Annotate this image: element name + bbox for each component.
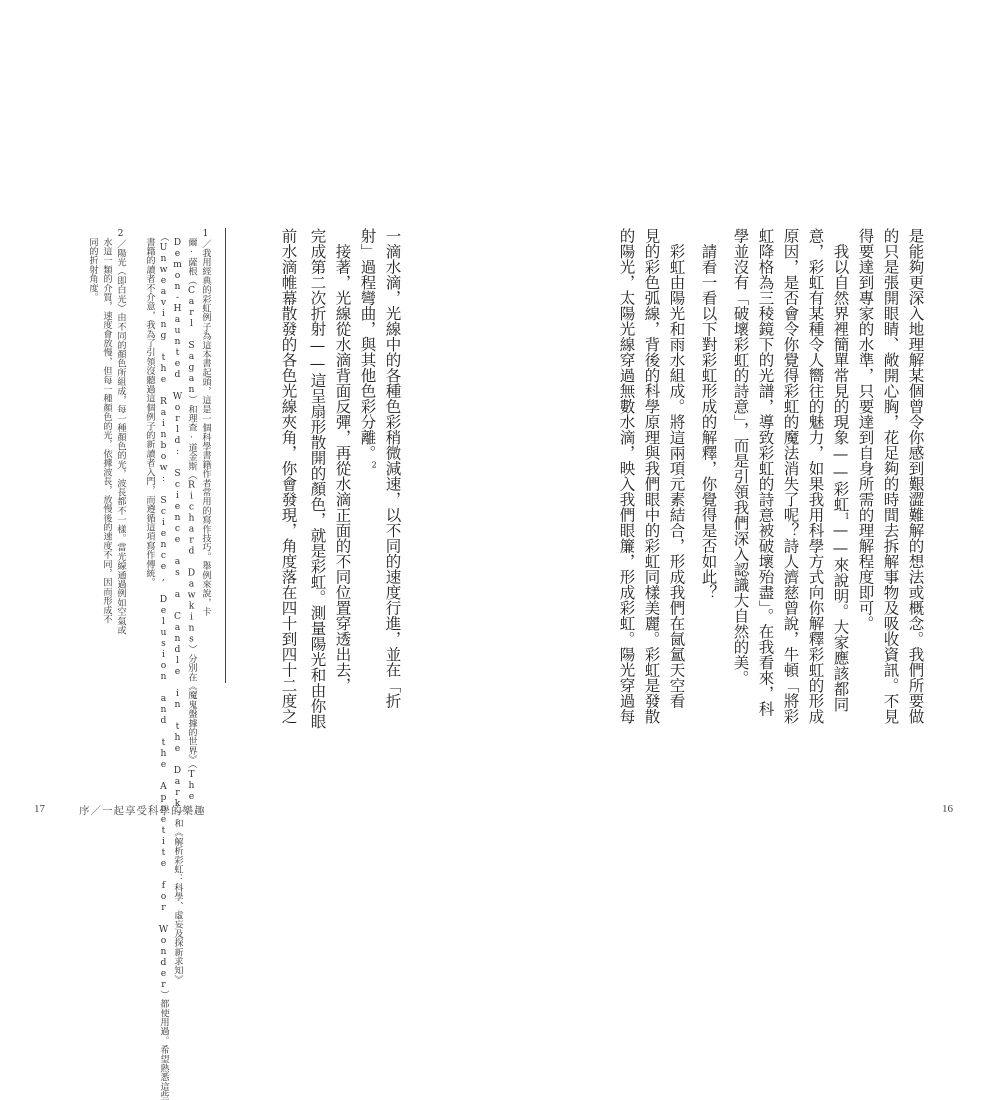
body-line: 一滴水滴，光線中的各種色彩稍微減速，以不同的速度行進，並在「折: [383, 228, 402, 709]
footnote-line: （Unweaving the Rainbow: Science, Delusion and the Appetite for Wonder）都使用過。希望熟悉這些: [158, 228, 169, 1100]
body-text: 我以自然界裡簡單常見的現象——彩虹: [831, 228, 850, 512]
body-line: 虹降格為三稜鏡下的光譜，導致彩虹的詩意被破壞殆盡」。在我看來，科: [756, 228, 775, 717]
body-line: 見的彩色弧線，背後的科學原理與我們眼中的彩虹同樣美麗。彩虹是發散: [642, 228, 661, 724]
page-number-left: 17: [34, 803, 45, 815]
body-line: 完成第二次折射——這呈扇形散開的顏色，就是彩虹。測量陽光和由你眼: [308, 228, 327, 729]
footnote-line: Demon-Haunted World: Science as a Candle in the Dark）和《解析彩虹：科學、虛妄及探新求知》: [172, 228, 183, 984]
body-line: 是能夠更深入地理解某個曾令你感到艱澀難解的想法或概念。我們所要做: [906, 228, 925, 724]
footnote-line: 爾·薩根（Carl Sagan）和理查·道金斯（Richard Dawkins）分別在《魔鬼盤據的世界》（The: [186, 228, 197, 802]
body-line: 得要達到專家的水準，只要達到自身所需的理解程度即可。: [856, 228, 875, 631]
body-line: [359, 228, 382, 470]
body-line: 接著，光線從水滴背面反彈，再從水滴正面的不同位置穿透出去，: [333, 228, 352, 693]
footnote-line: 同的折射角度。: [87, 228, 98, 302]
body-line: 學並沒有「破壞彩虹的詩意」，而是引領我們深入認識大自然的美。: [731, 228, 750, 686]
body-line: 原因，是否會令你覺得彩虹的魔法消失了呢？詩人濟慈曾說，牛頓「將彩: [781, 228, 800, 724]
footnote-ref[interactable]: 1: [842, 512, 852, 521]
body-line: 意，彩虹有某種令人嚮往的魅力，如果我用科學方式向你解釋彩虹的形成: [806, 228, 825, 724]
footnote-divider: [225, 228, 226, 683]
body-line: 請看一看以下對彩虹形成的解釋，你覺得是否如此？: [699, 228, 718, 600]
body-text: 射」過程彎曲，與其他色彩分離。: [358, 228, 377, 461]
footnote-line: 書籍的讀者不介意，我為了引領沒聽過這個例子的新讀者入門，而遵循這項寫作傳統。: [144, 228, 155, 587]
footnote-line: 2／陽光（即白光）由不同的顏色所組成，每一種顏色的光，波長都不一樣。當光線通過例如空氣或: [115, 228, 126, 635]
footnote-line: 水這一類的介質，速度會放慢，但每一種顏色的光，依據波長，放慢後的速度不同，因而形成不: [101, 228, 112, 624]
body-line: 的只是張開眼睛、敞開心胸，花足夠的時間去拆解事物及吸收資訊。不見: [881, 228, 900, 724]
body-line: 的陽光，太陽光線穿過無數水滴，映入我們眼簾，形成彩虹。陽光穿過每: [617, 228, 636, 724]
body-line: 前水滴帷幕散發的各色光線夾角，你會發現，角度落在四十到四十二度之: [279, 228, 298, 724]
running-head: 序／一起享受科學的樂趣: [79, 805, 206, 817]
body-text: ——來說明。大家應該都同: [831, 521, 850, 712]
footnote-line: 1／我用經典的彩虹例子為這本書起頭，這是一個科學書籍作者常用的寫作技巧。舉例來說，卡: [200, 228, 211, 617]
footnote-ref[interactable]: 2: [369, 460, 379, 470]
body-line: [832, 228, 855, 712]
body-line: 彩虹由陽光和雨水組成。將這兩項元素結合，形成我們在氤氳天空看: [667, 228, 686, 709]
page-number-right: 16: [942, 803, 953, 815]
